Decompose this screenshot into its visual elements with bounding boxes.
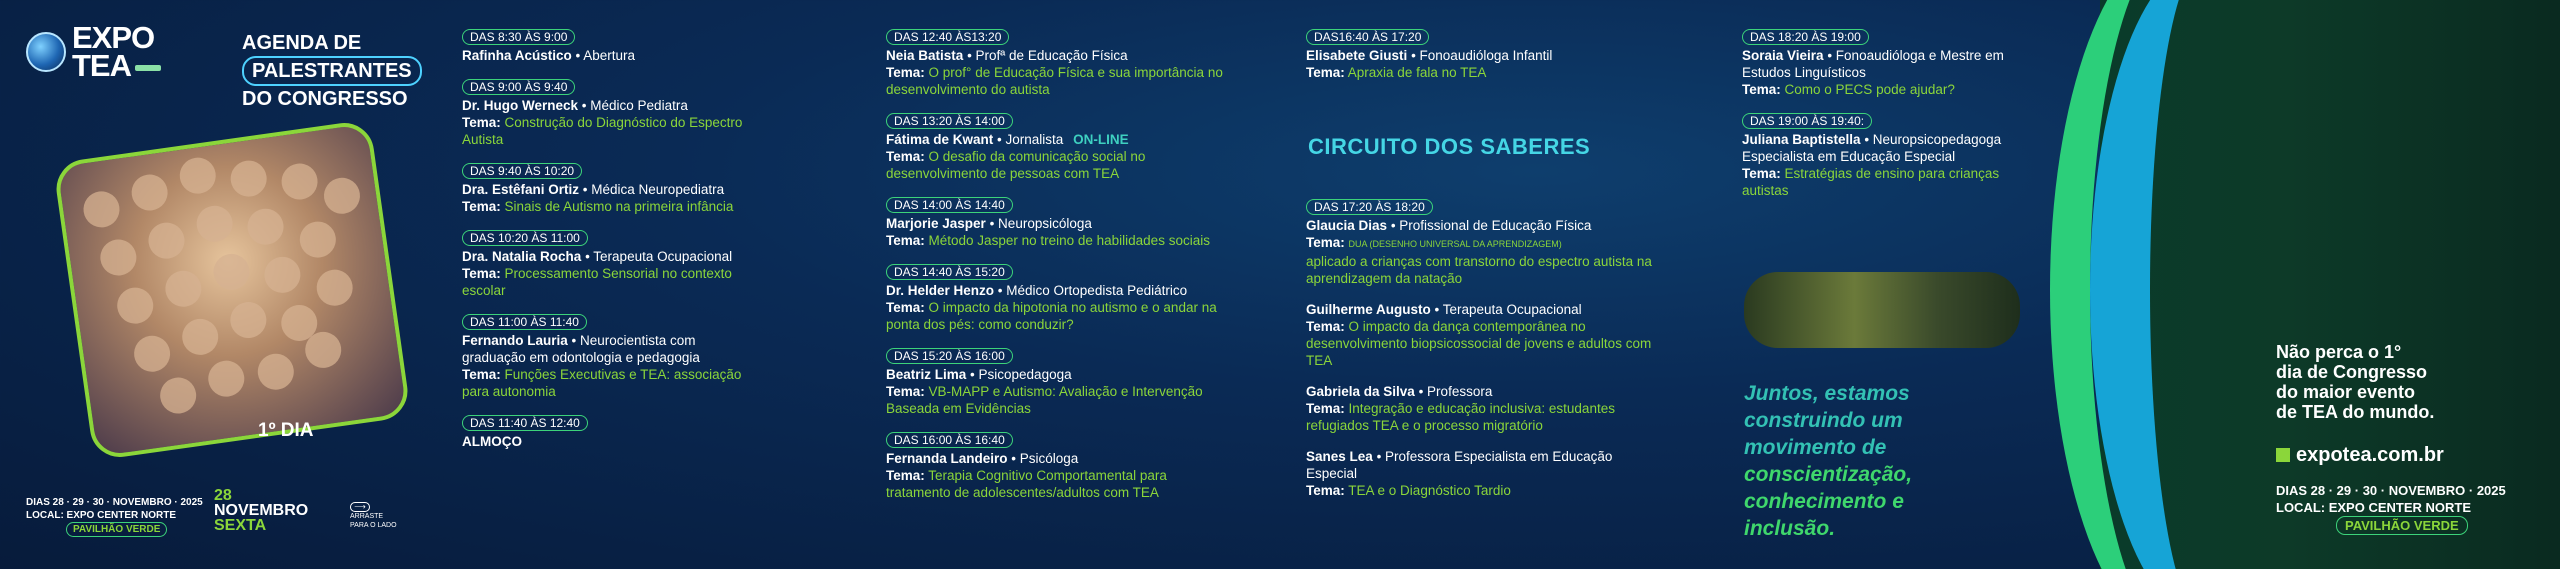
slogan-line: movimento de: [1744, 436, 1887, 459]
talk-topic: Terapia Cognitivo Comportamental para tratamento de adolescentes/adultos com TEA: [886, 468, 1167, 500]
speaker-role: • Médica Neuropediatra: [582, 182, 725, 197]
swipe-line2: PARA O LADO: [350, 522, 397, 529]
speaker-name: Soraia Vieira: [1742, 48, 1824, 63]
event-dates: DIAS 28 · 29 · 30 · NOVEMBRO · 2025: [26, 497, 203, 508]
speaker-role: • Terapeuta Ocupacional: [1434, 302, 1582, 317]
slot-time: DAS 11:40 ÀS 12:40: [462, 415, 588, 431]
schedule-slot: [462, 162, 762, 215]
slot-time: DAS 10:20 ÀS 11:00: [462, 230, 588, 246]
tema-label: Tema:: [886, 300, 925, 315]
talk-topic: Como o PECS pode ajudar?: [1784, 82, 1955, 97]
speaker-name: Rafinha Acústico: [462, 48, 572, 63]
schedule-slot: [462, 313, 762, 400]
speaker-role: • Profissional de Educação Física: [1390, 218, 1592, 233]
slot-time: DAS 14:00 ÀS 14:40: [886, 197, 1013, 213]
talk-topic: Processamento Sensorial no contexto escolar: [462, 266, 732, 298]
speaker-role: • Professora: [1418, 384, 1493, 399]
event-local: LOCAL: EXPO CENTER NORTE: [26, 510, 177, 521]
website-link[interactable]: [2276, 444, 2444, 467]
event-info-right: [2276, 482, 2506, 535]
website-text: expotea.com.br: [2296, 444, 2444, 466]
speaker-name: Fátima de Kwant: [886, 132, 994, 147]
talk-topic: O impacto da dança contemporânea no desenvolvimento biopsicossocial de jovens e adultos com TEA: [1306, 319, 1652, 368]
schedule-slot: [886, 263, 1226, 333]
speaker-role: • Psicóloga: [1011, 451, 1079, 466]
tema-label: Tema:: [462, 266, 501, 281]
swipe-hint[interactable]: [350, 502, 397, 530]
schedule-slot: [886, 28, 1226, 98]
speaker-role: • Terapeuta Ocupacional: [585, 249, 733, 264]
talk-topic: Método Jasper no treino de habilidades sociais: [928, 233, 1210, 248]
schedule-column-3: [1306, 28, 1666, 95]
slot-time: DAS 16:00 ÀS 16:40: [886, 432, 1013, 448]
promo-text: [2276, 342, 2434, 422]
circuito-title: CIRCUITO DOS SABERES: [1308, 134, 1591, 159]
schedule-column-4: [1742, 28, 2042, 213]
tema-label: Tema:: [1306, 401, 1345, 416]
circuito-item: [1306, 301, 1666, 369]
tema-label: Tema:: [1306, 483, 1345, 498]
slot-time: DAS 9:40 ÀS 10:20: [462, 163, 582, 179]
tema-label: Tema:: [462, 199, 501, 214]
lunch-label: ALMOÇO: [462, 434, 522, 449]
talk-topic: O impacto da hipotonia no autismo e o andar na ponta dos pés: como conduzir?: [886, 300, 1217, 332]
speaker-name: Neia Batista: [886, 48, 964, 63]
speakers-collage: [53, 119, 412, 461]
talk-topic: Funções Executivas e TEA: associação para autonomia: [462, 367, 742, 399]
agenda-line3: DO CONGRESSO: [242, 88, 408, 110]
speaker-role: • Neuropsicóloga: [989, 216, 1092, 231]
promo-line: do maior evento: [2276, 382, 2416, 402]
tema-label: Tema:: [1742, 166, 1781, 181]
tema-label: Tema:: [886, 65, 925, 80]
slot-time: DAS 15:20 ÀS 16:00: [886, 348, 1013, 364]
speaker-name: Juliana Baptistella: [1742, 132, 1861, 147]
schedule-slot: [886, 431, 1226, 501]
online-badge: ON-LINE: [1073, 132, 1129, 147]
speaker-role: • Psicopedagoga: [970, 367, 1072, 382]
speaker-name: Beatriz Lima: [886, 367, 967, 382]
speaker-name: Elisabete Giusti: [1306, 48, 1408, 63]
day-number: 28: [214, 487, 232, 504]
event-pavilion: PAVILHÃO VERDE: [2336, 516, 2468, 535]
schedule-slot: [1306, 28, 1666, 81]
event-photo-band: [1744, 272, 2020, 348]
speaker-name: Dra. Natalia Rocha: [462, 249, 582, 264]
schedule-slot: [886, 196, 1226, 249]
tema-label: Tema:: [462, 115, 501, 130]
speaker-name: Fernando Lauria: [462, 333, 568, 348]
logo-bar: [135, 65, 161, 71]
speaker-name: Sanes Lea: [1306, 449, 1373, 464]
tema-label: Tema:: [1306, 235, 1345, 250]
slogan-line: Juntos, estamos: [1744, 382, 1910, 405]
slogan-line: inclusão.: [1744, 517, 1836, 540]
talk-topic: aplicado a crianças com transtorno do espectro autista na aprendizagem da natação: [1306, 254, 1652, 286]
schedule-slot: [886, 112, 1226, 182]
schedule-slot: [462, 229, 762, 299]
tema-label: Tema:: [462, 367, 501, 382]
speaker-role: • Jornalista: [997, 132, 1064, 147]
day-month: NOVEMBRO: [214, 502, 309, 519]
event-info-left: [26, 496, 203, 537]
talk-topic: Sinais de Autismo na primeira infância: [504, 199, 734, 214]
speaker-name: Gabriela da Silva: [1306, 384, 1415, 399]
promo-line: dia de Congresso: [2276, 362, 2428, 382]
speaker-role: • Profª de Educação Física: [967, 48, 1128, 63]
speaker-name: Fernanda Landeiro: [886, 451, 1008, 466]
circuito-item: [1306, 383, 1666, 434]
tema-label: Tema:: [886, 468, 925, 483]
speaker-name: Dra. Estêfani Ortiz: [462, 182, 580, 197]
speaker-role: • Neurocientista com graduação em odontologia e pedagogia: [462, 333, 700, 365]
slot-time: DAS 18:20 ÀS 19:00: [1742, 29, 1869, 45]
schedule-slot: [462, 414, 762, 450]
talk-topic: O prof° de Educação Física e sua importância no desenvolvimento do autista: [886, 65, 1223, 97]
speaker-name: Guilherme Augusto: [1306, 302, 1431, 317]
talk-topic: Integração e educação inclusiva: estudantes refugiados TEA e o processo migratório: [1306, 401, 1615, 433]
slot-time: DAS 13:20 ÀS 14:00: [886, 113, 1013, 129]
logo-line1: EXPO: [72, 20, 155, 55]
speaker-role: • Fonoaudióloga Infantil: [1411, 48, 1553, 63]
slogan-line: construindo um: [1744, 409, 1903, 432]
schedule-slot: [886, 347, 1226, 417]
schedule-slot: [462, 78, 762, 148]
tema-label: Tema:: [886, 384, 925, 399]
speaker-role: • Médico Ortopedista Pediátrico: [997, 283, 1188, 298]
speaker-name: Glaucia Dias: [1306, 218, 1388, 233]
tema-label: Tema:: [886, 149, 925, 164]
slot-time: DAS 12:40 ÀS13:20: [886, 29, 1009, 45]
schedule-slot: [1742, 112, 2042, 199]
tema-label: Tema:: [1306, 319, 1345, 334]
globe-icon: [26, 32, 66, 72]
speaker-name: Dr. Hugo Werneck: [462, 98, 579, 113]
swipe-line1: ARRASTE: [350, 513, 384, 520]
slot-time: DAS 11:00 ÀS 11:40: [462, 314, 587, 330]
speaker-role: • Professora Especialista em Educação Especial: [1306, 449, 1613, 481]
talk-topic: Estratégias de ensino para crianças autistas: [1742, 166, 2000, 198]
talk-topic: VB-MAPP e Autismo: Avaliação e Intervenção Baseada em Evidências: [886, 384, 1203, 416]
circuito-item: [1306, 448, 1666, 499]
talk-topic-small: DUA (DESENHO UNIVERSAL DA APRENDIZAGEM): [1348, 239, 1562, 249]
agenda-title: [242, 30, 422, 112]
circuito-list: [1306, 198, 1666, 513]
arrow-right-icon: ⟶: [350, 502, 370, 512]
schedule-column-1: [462, 28, 762, 464]
talk-topic: O desafio da comunicação social no desenvolvimento de pessoas com TEA: [886, 149, 1146, 181]
speaker-name: Marjorie Jasper: [886, 216, 986, 231]
schedule-slot: [462, 28, 762, 64]
slot-time: DAS 8:30 ÀS 9:00: [462, 29, 575, 45]
schedule-slot: [1742, 28, 2042, 98]
talk-topic: Construção do Diagnóstico do Espectro Autista: [462, 115, 743, 147]
talk-topic: TEA e o Diagnóstico Tardio: [1348, 483, 1511, 498]
logo-line2: TEA: [72, 48, 131, 83]
agenda-line1: AGENDA DE: [242, 32, 362, 54]
agenda-line2: PALESTRANTES: [242, 56, 422, 86]
speaker-role: • Neuropsicopedagoga Especialista em Educação Especial: [1742, 132, 2002, 164]
promo-line: de TEA do mundo.: [2276, 402, 2435, 422]
event-dates: DIAS 28 · 29 · 30 · NOVEMBRO · 2025: [2276, 483, 2506, 498]
talk-topic: Apraxia de fala no TEA: [1347, 65, 1487, 80]
slogan-line: conscientização,: [1744, 463, 1913, 486]
speaker-role: • Abertura: [575, 48, 636, 63]
slogan-line: conhecimento e: [1744, 490, 1904, 513]
tema-label: Tema:: [1306, 65, 1345, 80]
speaker-role: • Fonoaudióloga e Mestre em Estudos Linguísticos: [1742, 48, 2004, 80]
square-icon: [2276, 448, 2290, 462]
day-label: 1º DIA: [258, 420, 314, 441]
circuito-item: [1306, 217, 1666, 287]
speaker-role: • Médico Pediatra: [581, 98, 688, 113]
day-weekday: SEXTA: [214, 517, 267, 534]
slogan: [1744, 380, 1912, 542]
slot-time: DAS16:40 ÀS 17:20: [1306, 29, 1429, 45]
promo-line: Não perca o 1°: [2276, 342, 2402, 362]
schedule-column-2: [886, 28, 1226, 515]
event-pavilion: PAVILHÃO VERDE: [66, 522, 167, 537]
slot-time: DAS 19:00 ÀS 19:40:: [1742, 113, 1872, 129]
speaker-name: Dr. Helder Henzo: [886, 283, 995, 298]
tema-label: Tema:: [886, 233, 925, 248]
expotea-logo: [26, 20, 161, 83]
slot-time: DAS 17:20 ÀS 18:20: [1306, 199, 1433, 215]
event-local: LOCAL: EXPO CENTER NORTE: [2276, 500, 2472, 515]
day-date: [214, 488, 308, 533]
slot-time: DAS 14:40 ÀS 15:20: [886, 264, 1013, 280]
slot-time: DAS 9:00 ÀS 9:40: [462, 79, 575, 95]
tema-label: Tema:: [1742, 82, 1781, 97]
